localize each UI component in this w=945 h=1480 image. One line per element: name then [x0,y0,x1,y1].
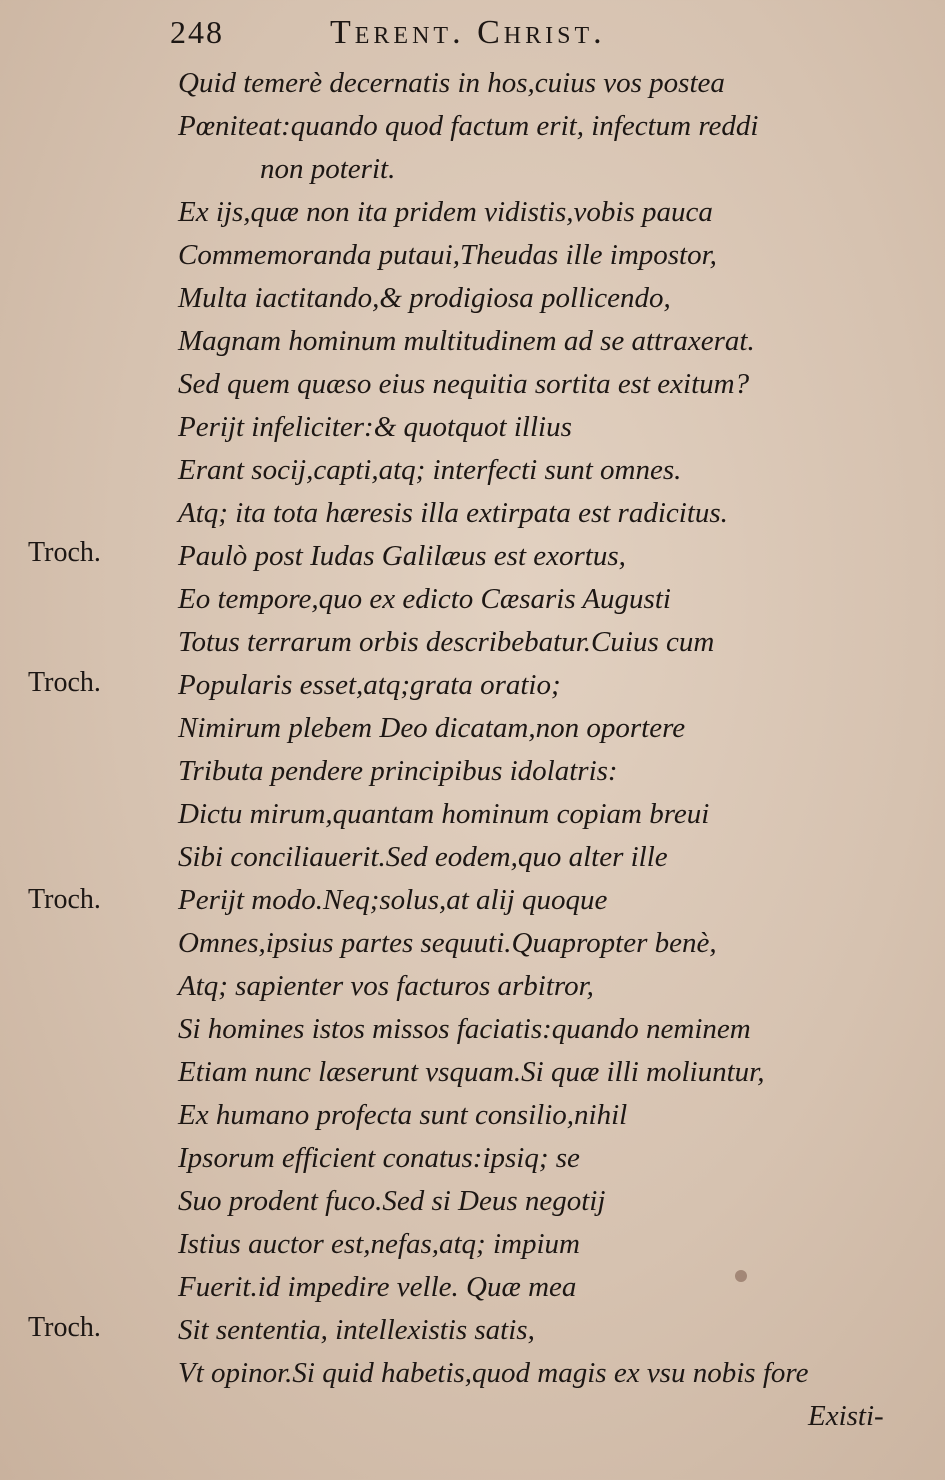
verse-line: Fuerit.id impedire velle. Quæ mea [178,1271,577,1303]
verse-line: Nimirum plebem Deo dicatam,non oportere [178,712,686,744]
marginal-note: Troch. [28,537,101,568]
verse-line: Commemoranda putaui,Theudas ille impostor, [178,239,717,271]
verse-line: Multa iactitando,& prodigiosa pollicendo, [178,282,671,314]
verse-line: Paulò post Iudas Galilæus est exortus, [178,540,626,572]
verse-line: Perijt infeliciter:& quotquot illius [178,411,572,443]
verse-line: non poterit. [260,153,396,185]
page-number: 248 [170,14,224,50]
verse-line: Sibi conciliauerit.Sed eodem,quo alter ille [178,841,668,873]
verse-line: Omnes,ipsius partes sequuti.Quapropter benè, [178,927,717,959]
verse-line: Tributa pendere principibus idolatris: [178,755,618,787]
verse-line: Ipsorum efficient conatus:ipsiq; se [178,1142,580,1174]
verse-line: Eo tempore,quo ex edicto Cæsaris Augusti [178,583,671,615]
verse-line: Quid temerè decernatis in hos,cuius vos postea [178,67,725,99]
verse-line: Sed quem quæso eius nequitia sortita est exitum? [178,368,750,400]
verse-line: Ex ijs,quæ non ita pridem vidistis,vobis pauca [178,196,713,228]
verse-line: Ex humano profecta sunt consilio,nihil [178,1099,628,1131]
verse-line: Vt opinor.Si quid habetis,quod magis ex vsu nobis fore [178,1357,809,1389]
verse-line: Suo prodent fuco.Sed si Deus negotij [178,1185,606,1217]
verse-line: Atq; ita tota hæresis illa extirpata est radicitus. [178,497,728,529]
marginal-note: Troch. [28,667,101,698]
verse-line: Erant socij,capti,atq; interfecti sunt omnes. [178,454,682,486]
verse-line: Atq; sapienter vos facturos arbitror, [178,970,594,1002]
verse-line: Perijt modo.Neq;solus,at alij quoque [178,884,608,916]
verse-line: Si homines istos missos faciatis:quando neminem [178,1013,751,1045]
verse-line: Istius auctor est,nefas,atq; impium [178,1228,580,1260]
verse-line: Totus terrarum orbis describebatur.Cuius cum [178,626,715,658]
page-header [170,10,730,56]
verse-line: Sit sententia, intellexistis satis, [178,1314,535,1346]
verse-line: Popularis esset,atq;grata oratio; [178,669,561,701]
running-head: Terent. Christ. [330,14,606,51]
marginal-note: Troch. [28,884,101,915]
catchword: Existi- [808,1400,884,1432]
verse-line: Etiam nunc læserunt vsquam.Si quæ illi moliuntur, [178,1056,765,1088]
verse-line: Magnam hominum multitudinem ad se attraxerat. [178,325,755,357]
verse-line: Dictu mirum,quantam hominum copiam breui [178,798,710,830]
marginal-note: Troch. [28,1312,101,1343]
verse-line: Pœniteat:quando quod factum erit, infectum reddi [178,110,759,142]
ink-stain [735,1270,747,1282]
